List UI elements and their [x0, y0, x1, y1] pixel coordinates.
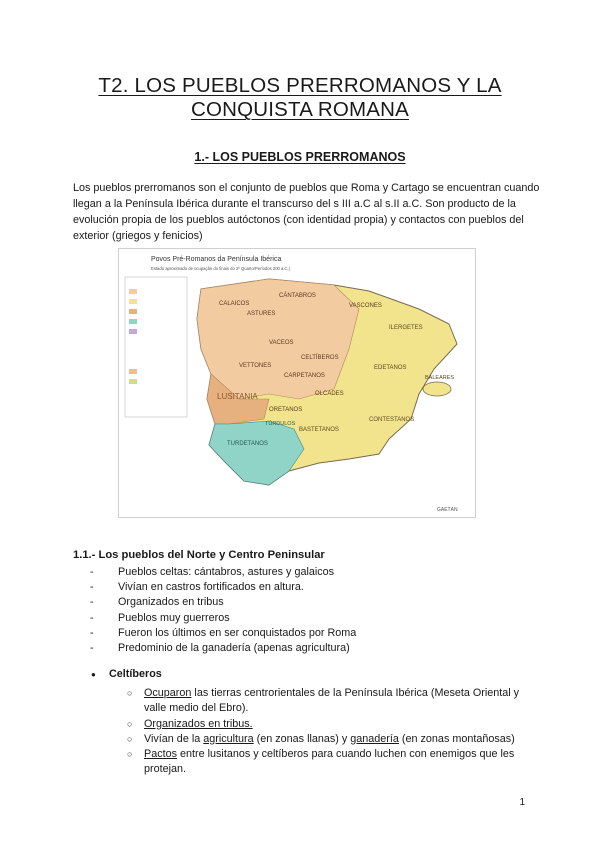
region-label: VASCONES [349, 303, 382, 309]
region-label: CELTÍBEROS [301, 355, 339, 361]
page-number: 1 [519, 797, 525, 808]
list-item [91, 717, 541, 732]
section-heading-1-1: 1.1.- Los pueblos del Norte y Centro Peninsular [73, 549, 325, 561]
region-label: TÚRDULOS [265, 421, 296, 427]
list-item: - Vivían en castros fortificados en altura. [90, 580, 356, 595]
list-item [91, 747, 541, 777]
region-label: BASTETANOS [299, 427, 339, 433]
list-item: - Pueblos celtas: cántabros, astures y galaicos [90, 565, 356, 580]
region-label: OLCADES [315, 391, 344, 397]
map-title: Povos Pré-Romanos da Península Ibérica [151, 256, 282, 263]
region-label: EDETANOS [374, 365, 407, 371]
item-text: entre lusitanos y celtíberos para cuando luchen con enemigos que les protejan. [144, 748, 515, 776]
list-item [91, 686, 541, 716]
north-center-list [90, 565, 356, 656]
region-label: LUSITANIA [217, 392, 258, 401]
region-label: VACEOS [269, 340, 294, 346]
map-subtitle: Estado aproximado de ocupação do finais do 2º Quarto/Períodos 200 a.C.) [151, 266, 291, 271]
celtiberos-heading: ● Celtíberos [91, 667, 541, 682]
region-label: CARPETANOS [284, 373, 325, 379]
section-heading-1: 1.- LOS PUEBLOS PRERROMANOS [194, 150, 406, 164]
item-text: (en zonas llanas) y [253, 732, 351, 745]
intro-paragraph: Los pueblos prerromanos son el conjunto de pueblos que Roma y Cartago se encuentran cuando llegan a la Península Ibérica durante el transcurso del s III a.C al s.II a.C. Son producto de la evolución propia de los pueblos autóctonos (con identidad propia) y contactos con pueblos del exterior (griegos y fenicios) [73, 182, 540, 242]
item-text: Vivían de la [144, 732, 204, 745]
region-label: ORETANOS [269, 407, 303, 413]
underlined-text: Ocuparon [144, 687, 192, 700]
map-graphic [119, 249, 475, 517]
underlined-text: ganadería [350, 732, 399, 745]
map-legend [125, 277, 187, 417]
region-label: CÁNTABROS [279, 293, 316, 299]
region-label: CALAICOS [219, 301, 250, 307]
region-label: TURDETANOS [227, 441, 268, 447]
document-title: T2. LOS PUEBLOS PRERROMANOS Y LA CONQUISTA ROMANA [98, 74, 502, 121]
list-item: - Organizados en tribus [90, 595, 356, 610]
item-text: las tierras centrorientales de la Península Ibérica (Meseta Oriental y valle medio del Ebro). [144, 687, 520, 715]
celtic-region [197, 279, 359, 399]
underlined-text: agricultura [203, 732, 254, 745]
celtiberos-list [91, 686, 541, 777]
map-author: GAEТAN [437, 507, 458, 513]
region-label: ASTURES [247, 311, 276, 317]
prerroman-peoples-map [118, 248, 476, 518]
underlined-text: Organizados en tribus. [144, 717, 253, 730]
celtiberos-section [91, 667, 541, 777]
item-text: (en zonas montañosas) [398, 732, 515, 745]
region-label: BALEARES [425, 375, 455, 381]
region-label: CONTESTANOS [369, 417, 415, 423]
baleares-islands [423, 382, 451, 396]
list-item: - Predominio de la ganadería (apenas agricultura) [90, 641, 356, 656]
list-item: - Fueron los últimos en ser conquistados por Roma [90, 626, 356, 641]
underlined-text: Pactos [144, 748, 178, 761]
list-item [91, 732, 541, 747]
region-label: ILERGETES [389, 325, 423, 331]
region-label: VETTONES [239, 363, 272, 369]
list-item: - Pueblos muy guerreros [90, 611, 356, 626]
